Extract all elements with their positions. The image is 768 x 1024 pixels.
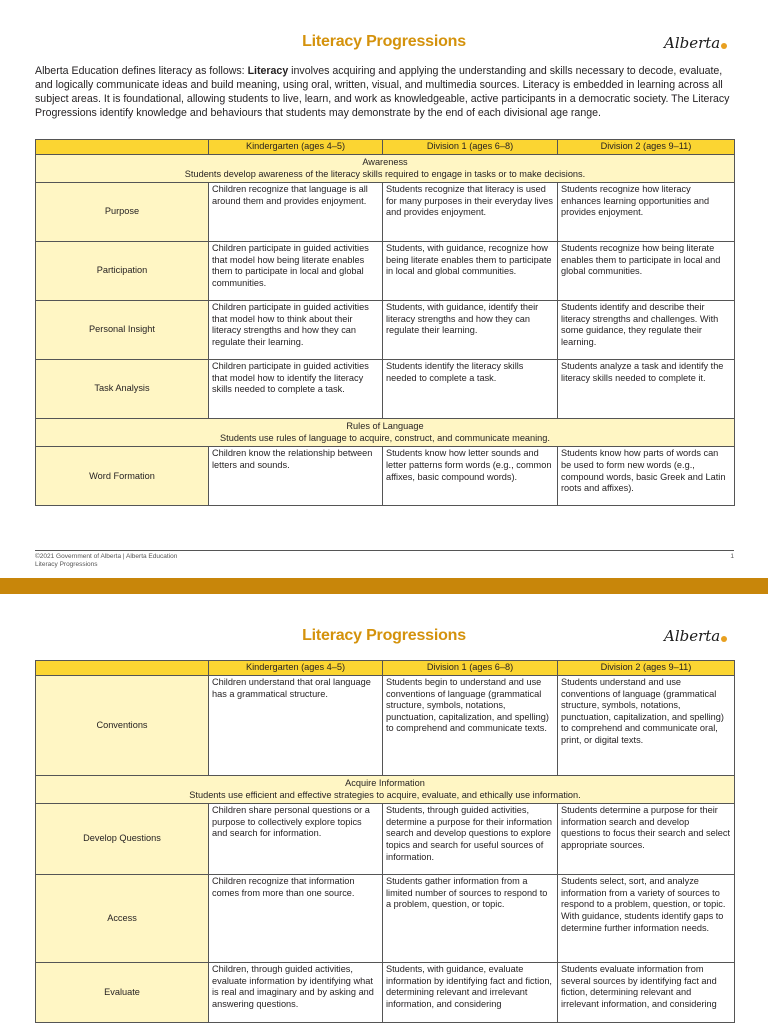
division2-cell: Students understand and use conventions of language (grammatical structure, symbols, notations, punctuation, capitalization, and spelling) to comprehend and communicate oral, print, or digital texts.: [558, 676, 735, 776]
section-title: Acquire Information: [345, 778, 425, 788]
section-description: Students use rules of language to acquire, construct, and communicate meaning.: [220, 432, 550, 443]
table-row: [36, 301, 735, 360]
division2-cell: Students know how parts of words can be used to form new words (e.g., compound words, basic Greek and Latin roots and affixes).: [558, 447, 735, 506]
table-row: [36, 447, 735, 506]
division2-cell: Students identify and describe their literacy strengths and challenges. With some guidance, they regulate their learning.: [558, 301, 735, 360]
logo-dot-icon: [721, 43, 727, 49]
logo-text: Alberta: [664, 34, 721, 52]
division1-cell: Students, through guided activities, determine a purpose for their information search and develop questions to explore topics and search for useful sources of information.: [383, 804, 558, 875]
division2-cell: Students recognize how being literate enables them to participate in local and global communities.: [558, 242, 735, 301]
table-row: [36, 963, 735, 1023]
section-title: Rules of Language: [346, 421, 424, 432]
intro-term: Literacy: [247, 65, 289, 77]
footer-copyright: ©2021 Government of Alberta | Alberta Education: [35, 553, 178, 560]
column-header: Division 2 (ages 9–11): [558, 661, 735, 676]
page-number: 1: [730, 553, 734, 560]
kindergarten-cell: Children know the relationship between letters and sounds.: [209, 447, 383, 506]
division1-cell: Students identify the literacy skills needed to complete a task.: [383, 360, 558, 419]
division1-cell: Students, with guidance, recognize how being literate enables them to participate in local and global communities.: [383, 242, 558, 301]
page-title: Literacy Progressions: [302, 33, 466, 50]
division1-cell: Students know how letter sounds and letter patterns form words (e.g., common affixes, basic compound words).: [383, 447, 558, 506]
kindergarten-cell: Children understand that oral language has a grammatical structure.: [209, 676, 383, 776]
column-header: Kindergarten (ages 4–5): [209, 661, 383, 676]
section-row: [36, 155, 735, 183]
section-row: [36, 776, 735, 804]
row-label: Conventions: [36, 676, 209, 776]
row-label: Participation: [36, 242, 209, 301]
division1-cell: Students gather information from a limited number of sources to respond to a problem, question, or topic.: [383, 875, 558, 963]
intro-rest: involves acquiring and applying the understanding and skills necessary to decode, evaluate, and logically communicate ideas and build meaning, using oral, written, visual, and multimedia sources. Literacy is embedded in learning across all subject areas. It is foundational, allowing students to live, learn, and work as knowledgeable, active participants in a democratic society. The Literacy Progressions identify knowledge and behaviours that students may demonstrate by the end of each divisional age range.: [35, 65, 730, 119]
section-description: Students develop awareness of the literacy skills required to engage in tasks or to make decisions.: [184, 168, 586, 179]
division1-cell: Students, with guidance, identify their literacy strengths and how they can regulate their learning.: [383, 301, 558, 360]
section-description: Students use efficient and effective strategies to acquire, evaluate, and ethically use information.: [189, 789, 581, 800]
row-label: Evaluate: [36, 963, 209, 1023]
section-cell: [36, 155, 735, 183]
table-header-row: [36, 661, 735, 676]
kindergarten-cell: Children participate in guided activities that model how being literate enables them to participate in local and global communities.: [209, 242, 383, 301]
intro-paragraph: [35, 64, 735, 120]
kindergarten-cell: Children, through guided activities, evaluate information by identifying what is real and imaginary and by asking and answering questions.: [209, 963, 383, 1023]
row-label: Purpose: [36, 183, 209, 242]
division2-cell: Students recognize how literacy enhances learning opportunities and provides enjoyment.: [558, 183, 735, 242]
column-header: Division 2 (ages 9–11): [558, 140, 735, 155]
division2-cell: Students evaluate information from several sources by identifying fact and fiction, determining relevant and irrelevant information, and considering: [558, 963, 735, 1023]
table-row: [36, 676, 735, 776]
logo-dot-icon: [721, 636, 727, 642]
table-row: [36, 183, 735, 242]
page-title: Literacy Progressions: [302, 627, 466, 644]
kindergarten-cell: Children recognize that language is all around them and provides enjoyment.: [209, 183, 383, 242]
page-footer: [35, 550, 734, 569]
alberta-logo: [664, 34, 727, 52]
logo-text: Alberta: [664, 627, 721, 645]
column-header: Kindergarten (ages 4–5): [209, 140, 383, 155]
page-separator: [0, 578, 768, 594]
column-header: Division 1 (ages 6–8): [383, 661, 558, 676]
division1-cell: Students recognize that literacy is used for many purposes in their everyday lives and provides enjoyment.: [383, 183, 558, 242]
kindergarten-cell: Children share personal questions or a purpose to collectively explore topics and search for information.: [209, 804, 383, 875]
intro-lead: Alberta Education defines literacy as follows:: [35, 65, 248, 77]
column-header: Division 1 (ages 6–8): [383, 140, 558, 155]
row-label: Access: [36, 875, 209, 963]
table-row: [36, 804, 735, 875]
division2-cell: Students analyze a task and identify the literacy skills needed to complete it.: [558, 360, 735, 419]
table-row: [36, 875, 735, 963]
section-row: [36, 419, 735, 447]
division2-cell: Students determine a purpose for their information search and develop questions to focus their search and select appropriate sources.: [558, 804, 735, 875]
kindergarten-cell: Children participate in guided activities that model how to identify the literacy skills needed to complete a task.: [209, 360, 383, 419]
alberta-logo: [664, 627, 727, 645]
document-page-2: [0, 594, 768, 1024]
table-row: [36, 242, 735, 301]
column-header: [36, 140, 209, 155]
table-header-row: [36, 140, 735, 155]
division2-cell: Students select, sort, and analyze information from a variety of sources to respond to a problem, question, or topic. With guidance, students identify gaps to determine further information needs.: [558, 875, 735, 963]
division1-cell: Students begin to understand and use conventions of language (grammatical structure, symbols, notations, punctuation, capitalization, and spelling) to comprehend and communicate texts.: [383, 676, 558, 776]
section-cell: [36, 776, 735, 804]
row-label: Personal Insight: [36, 301, 209, 360]
progressions-table-page1: [35, 139, 735, 506]
section-title: Awareness: [362, 157, 408, 167]
row-label: Develop Questions: [36, 804, 209, 875]
kindergarten-cell: Children participate in guided activities that model how to think about their literacy strengths and how they can regulate their learning.: [209, 301, 383, 360]
progressions-table-page2: [35, 660, 735, 1023]
row-label: Task Analysis: [36, 360, 209, 419]
footer-doc-title: Literacy Progressions: [35, 561, 98, 568]
column-header: [36, 661, 209, 676]
division1-cell: Students, with guidance, evaluate information by identifying fact and fiction, determining relevant and irrelevant information, and considering: [383, 963, 558, 1023]
section-cell: [36, 419, 735, 447]
table-row: [36, 360, 735, 419]
row-label: Word Formation: [36, 447, 209, 506]
kindergarten-cell: Children recognize that information comes from more than one source.: [209, 875, 383, 963]
